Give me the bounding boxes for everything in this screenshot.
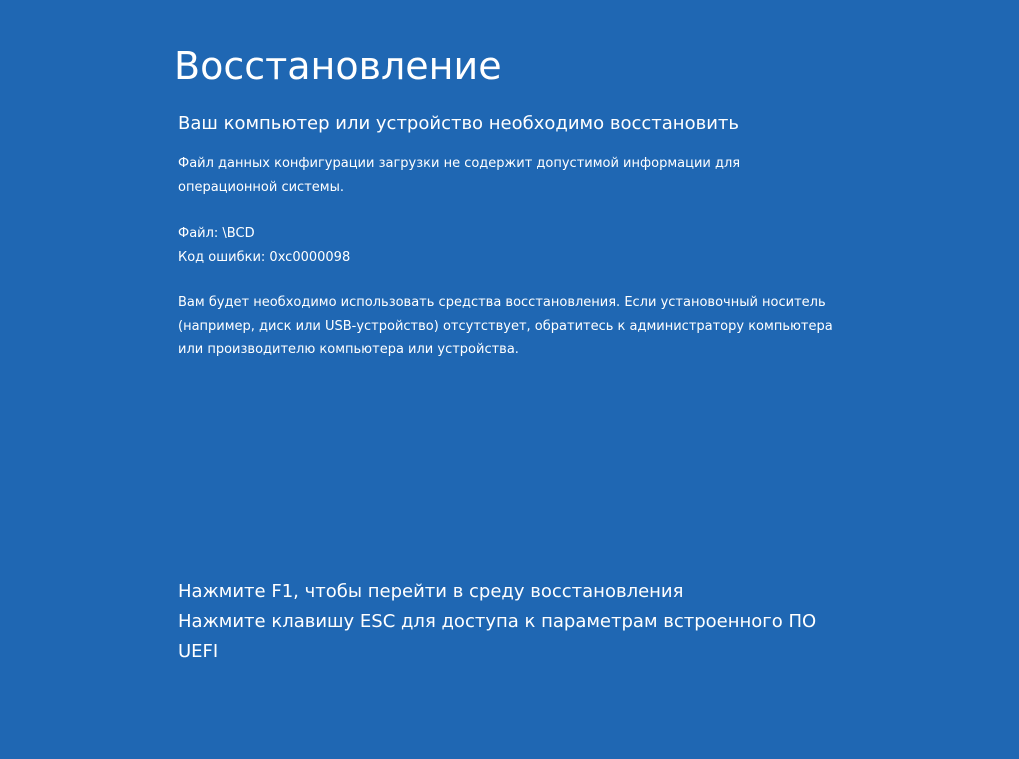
error-description	[178, 152, 818, 199]
error-code: Код ошибки: 0xc0000098	[178, 249, 351, 265]
description-line: Файл данных конфигурации загрузки не содержит допустимой информации для	[178, 156, 741, 171]
description-line: операционной системы.	[178, 179, 344, 195]
page-subtitle: Ваш компьютер или устройство необходимо восстановить	[178, 113, 739, 134]
advice-line: или производителю компьютера или устройства.	[178, 342, 519, 357]
key-hints	[178, 577, 816, 667]
recovery-advice	[178, 291, 833, 362]
esc-uefi-hint[interactable]: Нажмите клавишу ESC для доступа к параметрам встроенного ПО	[178, 611, 817, 632]
advice-line: Вам будет необходимо использовать средства восстановления. Если установочный носитель	[178, 295, 826, 310]
page-title: Восстановление	[174, 44, 502, 88]
error-details	[178, 222, 818, 269]
esc-uefi-hint-continued[interactable]: UEFI	[178, 641, 219, 662]
error-file: Файл: \BCD	[178, 226, 255, 241]
f1-recovery-hint[interactable]: Нажмите F1, чтобы перейти в среду восстановления	[178, 581, 684, 602]
advice-line: (например, диск или USB-устройство) отсутствует, обратитесь к администратору компьютера	[178, 318, 833, 334]
